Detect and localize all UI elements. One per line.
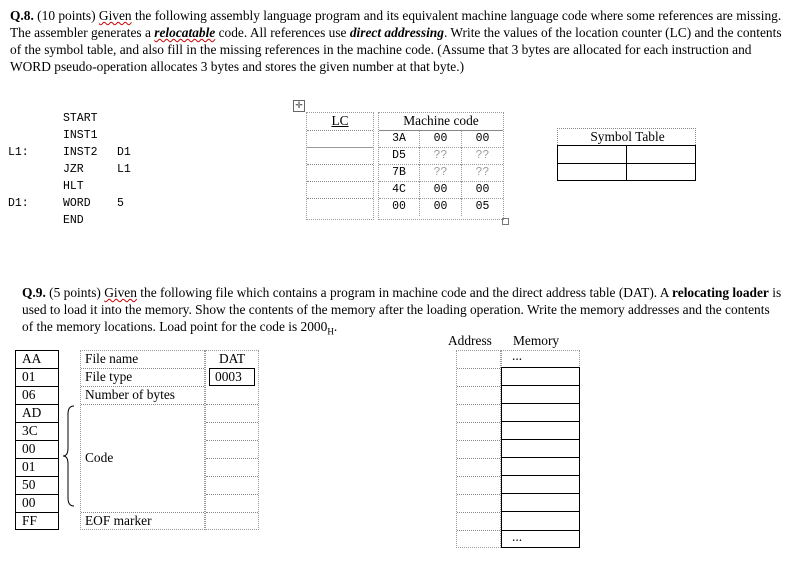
lc-header: LC [331, 113, 349, 128]
q8-text-b: the following assembly language program and its equivalent machine language code where some references are missing. The assembler generates a [10, 8, 782, 40]
file-byte: FF [22, 513, 37, 528]
program-line: L1: INST2 D1 [8, 146, 131, 159]
move-anchor-icon[interactable]: ✛ [293, 100, 305, 112]
file-byte: 06 [22, 387, 36, 402]
machine-row: 3A 00 00 [379, 130, 503, 148]
label-file-name: File name [85, 351, 139, 366]
dat-value-box [209, 368, 255, 386]
q8-direct-addressing: direct addressing [349, 25, 444, 40]
machine-header: Machine code [403, 113, 479, 128]
machine-row: 00 00 05 [379, 198, 503, 218]
address-column [456, 350, 501, 548]
machine-row: 4C 00 00 [379, 181, 503, 199]
machine-row: 7B ?? ?? [379, 164, 503, 182]
label-file-type: File type [85, 369, 133, 384]
program-line: JZR L1 [63, 163, 131, 176]
memory-ellipsis-top: ... [512, 348, 523, 363]
label-number-of-bytes: Number of bytes [85, 387, 175, 402]
q9-text: Q.9. (5 points) Given the following file which contains a program in machine code and the direct address table (DAT). A relocating loader is used to load it into the memory. Show the contents of the memory after the loading operation. Write the memory addresses and the contents of the memory locations. Load point for the code is $2000_H$. [22, 285, 782, 337]
memory-column [501, 350, 580, 548]
q8-label: Q.8. [10, 8, 34, 23]
q8-points: (10 points) [33, 8, 99, 23]
q8-given: Given [98, 8, 132, 23]
lc-column [306, 112, 374, 220]
q8-text-d: . Write the values of the location counter (LC) and the contents of the symbol table, and also fill in the missing references in the machine code. (Assume that 3 bytes are allocated for each instruction and WORD pseudo-operation allocates 3 bytes and stores the given number at that byte.) [10, 25, 782, 74]
dat-header: DAT [218, 351, 246, 366]
memory-header: Memory [513, 333, 560, 348]
q8-text-c: code. All references use [215, 25, 350, 40]
q9-label: Q.9. [22, 285, 46, 300]
q8-text [10, 7, 786, 75]
machine-code-table [378, 112, 504, 220]
resize-handle[interactable] [502, 218, 509, 225]
file-byte: 50 [22, 477, 36, 492]
program-line: D1: WORD 5 [8, 197, 124, 210]
program-line: END [63, 214, 84, 227]
label-code: Code [85, 450, 114, 465]
address-header: Address [448, 333, 492, 348]
program-line: HLT [63, 180, 84, 193]
symbol-table-title: Symbol Table [590, 129, 665, 144]
memory-ellipsis-bottom: ... [512, 529, 523, 544]
program-line: INST1 [63, 129, 98, 142]
file-byte: 00 [22, 495, 36, 510]
file-byte: 3C [22, 423, 38, 438]
file-byte: AA [22, 351, 42, 366]
file-byte: 00 [22, 441, 36, 456]
file-byte: 01 [22, 369, 36, 384]
program-line: START [63, 112, 98, 125]
q8-relocatable: relocatable [154, 25, 216, 40]
machine-row: D5 ?? ?? [379, 147, 503, 165]
dat-column [205, 350, 259, 530]
dat-value: 0003 [215, 369, 242, 384]
q9-given: Given [104, 285, 137, 300]
file-labels-column [80, 350, 205, 530]
file-byte: 01 [22, 459, 36, 474]
file-bytes-table [15, 350, 59, 530]
file-byte: AD [22, 405, 42, 420]
symbol-table [557, 128, 696, 181]
program-listing [0, 112, 200, 232]
code-brace-icon [62, 404, 82, 508]
label-eof-marker: EOF marker [85, 513, 152, 528]
q9-relocating-loader: relocating loader [672, 285, 769, 300]
